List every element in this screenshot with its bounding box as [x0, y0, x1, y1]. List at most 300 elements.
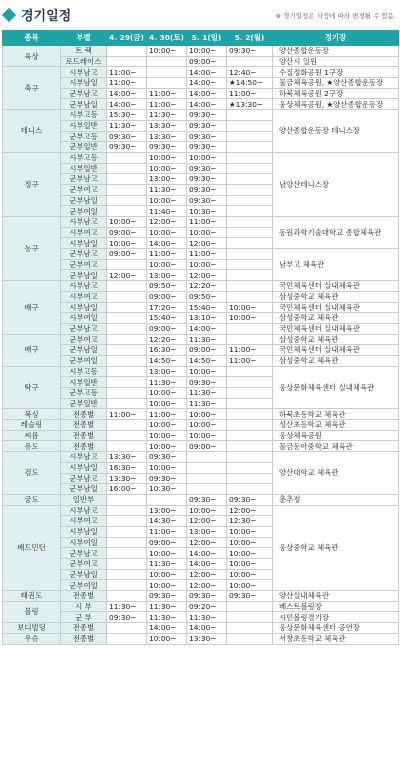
- time-cell: 12:00~: [187, 580, 227, 591]
- time-cell: [227, 623, 273, 634]
- time-cell: 12:30~: [227, 516, 273, 527]
- time-cell: 12:00~: [187, 516, 227, 527]
- time-cell: 09:30~: [107, 131, 147, 142]
- venue-cell: 물금체육공원, ★양산종합운동장: [273, 78, 399, 89]
- time-cell: [107, 537, 147, 548]
- division-cell: 시부일반: [61, 163, 107, 174]
- time-cell: [227, 420, 273, 431]
- time-cell: [107, 163, 147, 174]
- time-cell: 14:00~: [187, 88, 227, 99]
- time-cell: [107, 366, 147, 377]
- division-cell: 군부남고: [61, 473, 107, 484]
- time-cell: 12:20~: [187, 281, 227, 292]
- time-cell: 11:00~: [227, 88, 273, 99]
- time-cell: 14:00~: [187, 323, 227, 334]
- time-cell: 12:00~: [187, 569, 227, 580]
- time-cell: 13:30~: [187, 633, 227, 644]
- time-cell: 13:00~: [187, 526, 227, 537]
- venue-cell: 양산시 일원: [273, 56, 399, 67]
- time-cell: [107, 623, 147, 634]
- venue-cell: 웅상체육공원, ★양산종합운동장: [273, 99, 399, 110]
- time-cell: [107, 302, 147, 313]
- division-cell: 군부여일: [61, 355, 107, 366]
- time-cell: 15:30~: [107, 110, 147, 121]
- time-cell: 09:30~: [107, 612, 147, 623]
- time-cell: 10:00~: [147, 580, 187, 591]
- time-cell: [107, 174, 147, 185]
- time-cell: 13:00~: [147, 366, 187, 377]
- venue-cell: 양산실내체육관: [273, 591, 399, 602]
- time-cell: [227, 633, 273, 644]
- time-cell: [107, 569, 147, 580]
- time-cell: 10:00~: [227, 313, 273, 324]
- division-cell: 시부남일: [61, 526, 107, 537]
- time-cell: 14:50~: [187, 355, 227, 366]
- division-cell: 시부일반: [61, 120, 107, 131]
- venue-cell: 삼성중학교 체육관: [273, 313, 399, 324]
- column-header: 경기장: [273, 31, 399, 46]
- time-cell: 12:00~: [107, 270, 147, 281]
- time-cell: 14:30~: [147, 516, 187, 527]
- time-cell: 10:00~: [147, 163, 187, 174]
- column-header: 4. 29(금): [107, 31, 147, 46]
- time-cell: 12:00~: [147, 217, 187, 228]
- time-cell: [187, 452, 227, 463]
- venue-cell: 웅상문화체육센터 실내체육관: [273, 366, 399, 409]
- division-cell: 군부여일: [61, 206, 107, 217]
- time-cell: 09:30~: [187, 120, 227, 131]
- time-cell: 09:30~: [187, 174, 227, 185]
- time-cell: [227, 388, 273, 399]
- time-cell: [227, 142, 273, 153]
- time-cell: 09:30~: [187, 184, 227, 195]
- time-cell: 10:00~: [147, 259, 187, 270]
- time-cell: 14:00~: [187, 99, 227, 110]
- division-cell: 군부고등: [61, 131, 107, 142]
- time-cell: 11:30~: [147, 559, 187, 570]
- sport-cell: 육상: [3, 46, 61, 67]
- time-cell: 12:00~: [187, 537, 227, 548]
- time-cell: [107, 388, 147, 399]
- sport-cell: 보디빌딩: [3, 623, 61, 634]
- time-cell: 12:00~: [227, 505, 273, 516]
- time-cell: [227, 612, 273, 623]
- time-cell: 09:00~: [147, 537, 187, 548]
- venue-cell: 하북초등학교 체육관: [273, 409, 399, 420]
- time-cell: 14:00~: [147, 623, 187, 634]
- time-cell: 09:00~: [187, 441, 227, 452]
- time-cell: 10:00~: [147, 420, 187, 431]
- table-row: [3, 430, 399, 441]
- venue-cell: 양산대학교 체육관: [273, 452, 399, 495]
- table-row: [3, 355, 399, 366]
- table-row: [3, 601, 399, 612]
- time-cell: 11:00~: [187, 249, 227, 260]
- time-cell: 10:00~: [227, 537, 273, 548]
- division-cell: 군부남일: [61, 195, 107, 206]
- time-cell: 14:00~: [147, 238, 187, 249]
- venue-cell: 웅상문화체육센터 공연장: [273, 623, 399, 634]
- time-cell: [187, 473, 227, 484]
- time-cell: [227, 217, 273, 228]
- time-cell: 09:00~: [147, 323, 187, 334]
- table-row: [3, 612, 399, 623]
- division-cell: 시부남고: [61, 505, 107, 516]
- time-cell: [227, 484, 273, 495]
- time-cell: 10:00~: [147, 195, 187, 206]
- time-cell: 09:30~: [147, 142, 187, 153]
- time-cell: 10:00~: [147, 633, 187, 644]
- time-cell: 10:30~: [187, 206, 227, 217]
- time-cell: 11:30~: [147, 184, 187, 195]
- time-cell: [107, 152, 147, 163]
- venue-cell: 동원과학기술대학교 종합체육관: [273, 217, 399, 249]
- division-cell: 군부여고: [61, 259, 107, 270]
- time-cell: [227, 163, 273, 174]
- division-cell: 전종별: [61, 409, 107, 420]
- time-cell: 11:30~: [147, 601, 187, 612]
- time-cell: 09:30~: [187, 195, 227, 206]
- table-row: [3, 281, 399, 292]
- division-cell: 전종별: [61, 591, 107, 602]
- time-cell: [227, 398, 273, 409]
- division-cell: 군부여일: [61, 580, 107, 591]
- column-header: 4. 30(토): [147, 31, 187, 46]
- venue-cell: 국민체육센터 실내체육관: [273, 302, 399, 313]
- title-text: 경기일정: [21, 9, 72, 24]
- time-cell: 09:00~: [187, 345, 227, 356]
- table-row: [3, 217, 399, 228]
- time-cell: 14:00~: [107, 88, 147, 99]
- time-cell: 10:00~: [227, 580, 273, 591]
- table-row: [3, 249, 399, 260]
- time-cell: 09:30~: [187, 494, 227, 505]
- time-cell: 09:30~: [227, 494, 273, 505]
- page-title: [4, 5, 71, 24]
- time-cell: 10:00~: [227, 569, 273, 580]
- table-row: [3, 345, 399, 356]
- division-cell: 시부고등: [61, 152, 107, 163]
- division-cell: 시부남일: [61, 238, 107, 249]
- time-cell: [147, 67, 187, 78]
- time-cell: [227, 120, 273, 131]
- time-cell: 15:40~: [147, 313, 187, 324]
- time-cell: [107, 334, 147, 345]
- time-cell: 11:00~: [107, 78, 147, 89]
- time-cell: [107, 526, 147, 537]
- time-cell: 10:00~: [147, 388, 187, 399]
- division-cell: 시부고등: [61, 110, 107, 121]
- table-row: [3, 67, 399, 78]
- table-row: [3, 313, 399, 324]
- time-cell: 09:30~: [187, 142, 227, 153]
- time-cell: 13:30~: [147, 131, 187, 142]
- time-cell: [107, 56, 147, 67]
- sport-cell: 검도: [3, 452, 61, 495]
- time-cell: [227, 441, 273, 452]
- time-cell: [107, 313, 147, 324]
- column-header: 종목: [3, 31, 61, 46]
- division-cell: 시부여고: [61, 516, 107, 527]
- division-cell: 군부남일: [61, 484, 107, 495]
- time-cell: [227, 430, 273, 441]
- time-cell: [107, 291, 147, 302]
- column-header: 부별: [61, 31, 107, 46]
- time-cell: 10:00~: [147, 462, 187, 473]
- time-cell: [227, 249, 273, 260]
- time-cell: 11:40~: [147, 206, 187, 217]
- division-cell: 전종별: [61, 420, 107, 431]
- venue-cell: 베스트볼링장: [273, 601, 399, 612]
- sport-cell: 축구: [3, 67, 61, 110]
- time-cell: 09:00~: [107, 249, 147, 260]
- division-cell: 시부남고: [61, 452, 107, 463]
- time-cell: 10:00~: [187, 259, 227, 270]
- time-cell: ★14:50~: [227, 78, 273, 89]
- schedule-note: ※ 경기일정은 사정에 따라 변경될 수 있음.: [275, 12, 396, 20]
- table-row: [3, 452, 399, 463]
- table-row: [3, 110, 399, 121]
- time-cell: 14:00~: [187, 67, 227, 78]
- division-cell: 군부일반: [61, 398, 107, 409]
- sport-cell: 배드민턴: [3, 505, 61, 591]
- time-cell: [227, 206, 273, 217]
- division-cell: 시부남일: [61, 302, 107, 313]
- sport-cell: 레슬링: [3, 420, 61, 431]
- time-cell: [187, 462, 227, 473]
- time-cell: [107, 195, 147, 206]
- division-cell: 시부남고: [61, 281, 107, 292]
- time-cell: 11:00~: [187, 217, 227, 228]
- time-cell: 10:00~: [187, 409, 227, 420]
- time-cell: 09:30~: [187, 131, 227, 142]
- division-cell: 군부여고: [61, 334, 107, 345]
- time-cell: 10:00~: [107, 238, 147, 249]
- header: [0, 0, 400, 30]
- time-cell: 10:30~: [147, 484, 187, 495]
- division-cell: 군부남고: [61, 249, 107, 260]
- time-cell: 12:00~: [187, 270, 227, 281]
- time-cell: 09:20~: [187, 601, 227, 612]
- sport-cell: 궁도: [3, 494, 61, 505]
- venue-cell: 삼성중학교 체육관: [273, 334, 399, 345]
- time-cell: 11:30~: [147, 377, 187, 388]
- time-cell: 10:00~: [187, 227, 227, 238]
- time-cell: [227, 409, 273, 420]
- time-cell: [227, 291, 273, 302]
- time-cell: 10:00~: [187, 46, 227, 57]
- time-cell: 10:00~: [187, 505, 227, 516]
- time-cell: 11:30~: [147, 612, 187, 623]
- venue-cell: 웅상중학교 체육관: [273, 505, 399, 591]
- time-cell: 15:40~: [187, 302, 227, 313]
- time-cell: 10:00~: [187, 430, 227, 441]
- time-cell: 11:30~: [147, 110, 187, 121]
- table-row: [3, 441, 399, 452]
- sport-cell: 배구: [3, 281, 61, 334]
- time-cell: [147, 78, 187, 89]
- division-cell: 시부남일: [61, 462, 107, 473]
- time-cell: 09:30~: [107, 142, 147, 153]
- division-cell: 군부남일: [61, 270, 107, 281]
- time-cell: [107, 377, 147, 388]
- venue-cell: 삼성중학교 체육관: [273, 355, 399, 366]
- schedule-body: [3, 46, 399, 645]
- sport-cell: 탁구: [3, 366, 61, 409]
- table-row: [3, 366, 399, 377]
- time-cell: [107, 345, 147, 356]
- time-cell: 11:00~: [147, 409, 187, 420]
- time-cell: [227, 323, 273, 334]
- time-cell: 11:00~: [147, 526, 187, 537]
- time-cell: 13:30~: [107, 452, 147, 463]
- division-cell: 군부남고: [61, 548, 107, 559]
- time-cell: [107, 46, 147, 57]
- time-cell: [227, 131, 273, 142]
- time-cell: 12:40~: [227, 67, 273, 78]
- time-cell: 09:30~: [227, 46, 273, 57]
- time-cell: 10:00~: [227, 548, 273, 559]
- time-cell: 09:50~: [187, 291, 227, 302]
- time-cell: 11:30~: [187, 388, 227, 399]
- division-cell: 시부여고: [61, 291, 107, 302]
- division-cell: 시부남고: [61, 67, 107, 78]
- time-cell: 11:00~: [107, 67, 147, 78]
- time-cell: 10:00~: [227, 526, 273, 537]
- time-cell: [227, 152, 273, 163]
- schedule-table: [2, 30, 399, 645]
- venue-cell: 남양산테니스장: [273, 152, 399, 216]
- time-cell: [227, 110, 273, 121]
- time-cell: 09:00~: [187, 56, 227, 67]
- table-row: [3, 88, 399, 99]
- time-cell: [107, 398, 147, 409]
- time-cell: 09:50~: [147, 281, 187, 292]
- diamond-icon: [2, 7, 16, 21]
- venue-cell: 물금동아중학교 체육관: [273, 441, 399, 452]
- time-cell: 13:00~: [147, 174, 187, 185]
- time-cell: [227, 377, 273, 388]
- time-cell: [227, 195, 273, 206]
- time-cell: [107, 355, 147, 366]
- table-row: [3, 409, 399, 420]
- time-cell: 10:00~: [147, 569, 187, 580]
- time-cell: 10:00~: [147, 548, 187, 559]
- time-cell: [107, 323, 147, 334]
- header-row: [3, 31, 399, 46]
- venue-cell: 양산종합운동장: [273, 46, 399, 57]
- time-cell: 09:30~: [187, 163, 227, 174]
- division-cell: 군부남고: [61, 174, 107, 185]
- table-row: [3, 623, 399, 634]
- venue-cell: 웅상체육공원: [273, 430, 399, 441]
- time-cell: [227, 281, 273, 292]
- time-cell: 14:00~: [187, 78, 227, 89]
- table-row: [3, 56, 399, 67]
- time-cell: 09:30~: [147, 452, 187, 463]
- division-cell: 군부여고: [61, 184, 107, 195]
- time-cell: 13:00~: [147, 505, 187, 516]
- division-cell: 일반부: [61, 494, 107, 505]
- time-cell: 10:00~: [187, 152, 227, 163]
- time-cell: 12:00~: [187, 238, 227, 249]
- time-cell: [227, 366, 273, 377]
- time-cell: 09:30~: [187, 377, 227, 388]
- time-cell: 16:30~: [107, 462, 147, 473]
- time-cell: ★13:30~: [227, 99, 273, 110]
- table-row: [3, 420, 399, 431]
- time-cell: 10:00~: [147, 441, 187, 452]
- time-cell: 09:30~: [147, 473, 187, 484]
- time-cell: 09:30~: [187, 110, 227, 121]
- time-cell: [147, 494, 187, 505]
- time-cell: [147, 56, 187, 67]
- time-cell: 10:00~: [227, 302, 273, 313]
- division-cell: 시부고등: [61, 366, 107, 377]
- time-cell: 11:00~: [107, 409, 147, 420]
- time-cell: 14:50~: [147, 355, 187, 366]
- time-cell: 10:00~: [227, 559, 273, 570]
- table-row: [3, 302, 399, 313]
- venue-cell: 국민체육센터 실내체육관: [273, 323, 399, 334]
- time-cell: [227, 184, 273, 195]
- time-cell: [227, 452, 273, 463]
- time-cell: [227, 56, 273, 67]
- time-cell: [107, 420, 147, 431]
- division-cell: 군부남일: [61, 345, 107, 356]
- time-cell: 14:00~: [187, 548, 227, 559]
- venue-cell: 수질정화공원 1구장: [273, 67, 399, 78]
- time-cell: 11:30~: [187, 334, 227, 345]
- sport-cell: 농구: [3, 217, 61, 281]
- table-row: [3, 78, 399, 89]
- table-row: [3, 99, 399, 110]
- table-row: [3, 152, 399, 163]
- time-cell: 10:00~: [147, 398, 187, 409]
- division-cell: 시 부: [61, 601, 107, 612]
- time-cell: 13:30~: [107, 473, 147, 484]
- venue-cell: 국민체육센터 실내체육관: [273, 345, 399, 356]
- time-cell: 13:00~: [147, 270, 187, 281]
- division-cell: 군부남일: [61, 569, 107, 580]
- time-cell: 11:00~: [227, 345, 273, 356]
- division-cell: 시부여일: [61, 313, 107, 324]
- sport-cell: 유도: [3, 441, 61, 452]
- time-cell: 09:00~: [147, 291, 187, 302]
- time-cell: 10:00~: [187, 420, 227, 431]
- sport-cell: 씨름: [3, 430, 61, 441]
- time-cell: 14:00~: [187, 623, 227, 634]
- time-cell: [107, 516, 147, 527]
- time-cell: [227, 462, 273, 473]
- sport-cell: 볼링: [3, 601, 61, 622]
- time-cell: 11:00~: [147, 249, 187, 260]
- time-cell: 10:00~: [147, 430, 187, 441]
- venue-cell: 국민체육센터 실내체육관: [273, 281, 399, 292]
- time-cell: 11:30~: [187, 612, 227, 623]
- time-cell: 10:00~: [147, 152, 187, 163]
- division-cell: 군부남고: [61, 88, 107, 99]
- sport-cell: 정구: [3, 152, 61, 216]
- table-row: [3, 291, 399, 302]
- table-row: [3, 494, 399, 505]
- time-cell: 17:20~: [147, 302, 187, 313]
- division-cell: 군 부: [61, 612, 107, 623]
- division-cell: 시부일반: [61, 377, 107, 388]
- time-cell: [107, 505, 147, 516]
- division-cell: 시부남일: [61, 78, 107, 89]
- time-cell: 09:00~: [107, 227, 147, 238]
